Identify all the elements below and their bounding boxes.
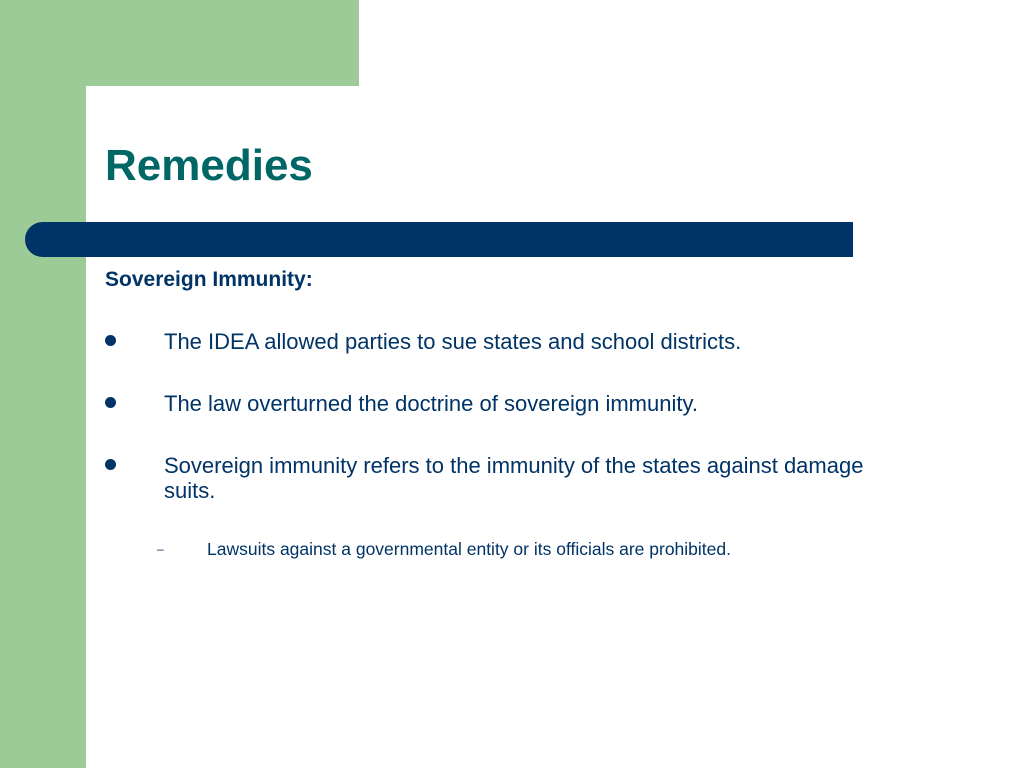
sub-bullet-text: Lawsuits against a governmental entity or its officials are prohibited. [207, 539, 731, 559]
title-underline-bar [25, 222, 853, 257]
bullet-item [105, 453, 905, 503]
bullet-item [105, 391, 905, 416]
bullet-item [105, 329, 905, 354]
slide-title: Remedies [105, 141, 313, 190]
section-subheading: Sovereign Immunity: [105, 268, 313, 291]
green-sidebar-decoration [0, 0, 86, 768]
bullet-text: The IDEA allowed parties to sue states and school districts. [164, 329, 742, 354]
green-top-decoration [0, 0, 359, 86]
bullet-dot-icon [105, 459, 116, 470]
sub-bullet-dash: – [157, 542, 164, 556]
bullet-dot-icon [105, 397, 116, 408]
bullet-text: The law overturned the doctrine of sovereign immunity. [164, 391, 698, 416]
bullet-dot-icon [105, 335, 116, 346]
bullet-text: Sovereign immunity refers to the immunity of the states against damage suits. [164, 453, 864, 503]
